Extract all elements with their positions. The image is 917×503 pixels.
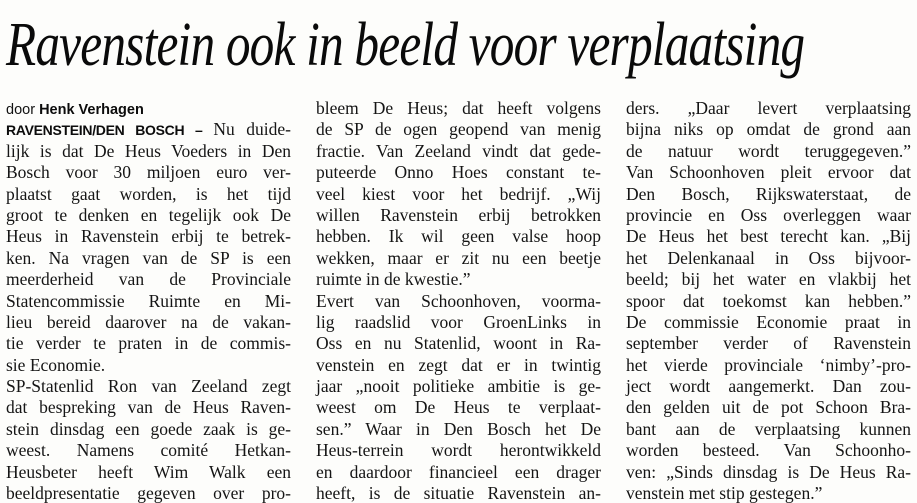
text-segment: het vierde provinciale ‘nimby’-pro-: [626, 354, 911, 375]
text-line: [316, 269, 601, 290]
text-segment: bleem De Heus; dat heeft volgens: [316, 98, 601, 118]
text-line: [6, 269, 291, 290]
text-line: [316, 397, 601, 418]
text-segment: lijk is dat De Heus Voeders in Den: [6, 140, 291, 161]
text-segment: lig raadslid voor GroenLinks in: [316, 311, 601, 332]
text-segment: ruimte in de kwestie.”: [316, 269, 471, 290]
text-line: [316, 419, 601, 440]
text-segment: sie Economie.: [6, 354, 106, 375]
text-line: [626, 376, 911, 397]
article-column-2: [316, 98, 601, 503]
text-segment: ject wordt aangemerkt. Dan zou-: [626, 376, 911, 397]
text-line: [626, 355, 911, 376]
text-line: [626, 419, 911, 440]
text-line: [6, 205, 291, 226]
text-line: [626, 483, 911, 503]
text-segment: beeld; bij het water en vlakbij het: [626, 269, 911, 290]
text-segment: groot te denken en tegelijk ook De: [6, 204, 291, 225]
text-line: [626, 205, 911, 226]
article-headline: Ravenstein ook in beeld voor verplaatsing: [6, 11, 805, 79]
text-line: [6, 184, 291, 205]
text-segment: dat bespreking van de Heus Raven-: [6, 397, 291, 418]
text-segment: De Heus het best terecht kan. „Bij: [626, 226, 911, 247]
text-line: [626, 248, 911, 269]
text-segment: Heusbeter heeft Wim Walk een: [6, 461, 291, 482]
text-line: [626, 226, 911, 247]
text-line: [626, 119, 911, 140]
text-segment: hebben. Ik wil geen valse hoop: [316, 226, 601, 247]
text-segment: SP-Statenlid Ron van Zeeland zegt: [6, 376, 291, 397]
text-segment: wekken, maar er zit nu een beetje: [316, 247, 601, 268]
article-column-1: [6, 98, 291, 503]
text-segment: venstein en zegt dat er in twintig: [316, 354, 601, 375]
text-line: [626, 184, 911, 205]
dateline: RAVENSTEIN/DEN BOSCH –: [6, 122, 214, 139]
text-line: [316, 162, 601, 183]
byline: [6, 98, 291, 119]
text-line: [626, 141, 911, 162]
text-line: [6, 248, 291, 269]
text-line: [626, 162, 911, 183]
text-segment: Heus-terrein wordt herontwikkeld: [316, 440, 601, 461]
text-segment: beeldpresentatie gegeven over pro-: [6, 483, 291, 503]
text-segment: Bosch voor 30 miljoen euro ver-: [6, 162, 291, 183]
text-segment: de natuur wordt teruggegeven.”: [626, 140, 911, 161]
text-segment: De commissie Economie praat in: [626, 311, 911, 332]
article-columns: [6, 98, 911, 503]
text-line: [6, 419, 291, 440]
text-segment: venstein met stip gestegen.”: [626, 483, 823, 503]
text-segment: Oss en nu Statenlid, woont in Ra-: [316, 333, 601, 354]
text-segment: jaar „nooit politieke ambitie is ge-: [316, 376, 601, 397]
text-line: [6, 355, 291, 376]
text-segment: fractie. Van Zeeland vindt dat gede-: [316, 140, 601, 161]
text-line: [6, 141, 291, 162]
article-column-3: [626, 98, 911, 503]
text-line: [6, 226, 291, 247]
text-segment: weest. Namens comité Hetkan-: [6, 440, 291, 461]
text-segment: provincie en Oss overleggen waar: [626, 204, 911, 225]
text-segment: en daardoor financieel een drager: [316, 461, 601, 482]
text-segment: bijna niks op omdat de grond aan: [626, 119, 911, 140]
text-segment: willen Ravenstein erbij betrokken: [316, 204, 601, 225]
text-segment: het Delenkanaal in Oss bijvoor-: [626, 247, 911, 268]
text-line: [6, 462, 291, 483]
text-segment: Den Bosch, Rijkswaterstaat, de: [626, 183, 911, 204]
text-line: [6, 483, 291, 503]
text-line: [316, 98, 601, 119]
text-line: [626, 440, 911, 461]
text-segment: ken. Na vragen van de SP is een: [6, 247, 291, 268]
text-line: [316, 355, 601, 376]
text-segment: tie verder te praten in de commis-: [6, 333, 291, 354]
text-line: [316, 440, 601, 461]
text-line: [316, 483, 601, 503]
text-segment: plaatst gaat worden, is het tijd: [6, 183, 291, 204]
dateline-line: [6, 119, 291, 140]
text-segment: den gelden uit de pot Schoon Bra-: [626, 397, 911, 418]
text-line: [626, 312, 911, 333]
text-segment: bant aan de verplaatsing kunnen: [626, 418, 911, 439]
text-line: [316, 226, 601, 247]
text-line: [316, 462, 601, 483]
text-line: [626, 98, 911, 119]
text-line: [316, 184, 601, 205]
text-line: [316, 248, 601, 269]
text-line: [626, 397, 911, 418]
text-line: [626, 333, 911, 354]
text-segment: sen.” Waar in Den Bosch het De: [316, 418, 601, 439]
text-segment: Statencommissie Ruimte en Mi-: [6, 290, 291, 311]
text-segment: worden besteed. Van Schoonho-: [626, 440, 911, 461]
text-line: [626, 291, 911, 312]
text-line: [316, 205, 601, 226]
text-segment: Heus in Ravenstein erbij te betrek-: [6, 226, 291, 247]
text-segment: Evert van Schoonhoven, voorma-: [316, 290, 601, 311]
text-line: [6, 376, 291, 397]
byline-author: Henk Verhagen: [39, 102, 144, 118]
text-segment: Van Schoonhoven pleit ervoor dat: [626, 162, 911, 183]
text-line: [316, 312, 601, 333]
text-segment: puteerde Onno Hoes constant te-: [316, 162, 601, 183]
text-line: [6, 397, 291, 418]
text-segment: de SP de ogen geopend van menig: [316, 119, 601, 140]
text-line: [6, 312, 291, 333]
text-segment: spoor dat toekomst kan hebben.”: [626, 290, 911, 311]
text-line: [6, 440, 291, 461]
text-segment: veel kiest voor het bedrijf. „Wij: [316, 183, 601, 204]
text-segment: Nu duide-: [213, 119, 291, 140]
text-line: [626, 269, 911, 290]
text-line: [316, 141, 601, 162]
text-segment: ders. „Daar levert verplaatsing: [626, 98, 911, 118]
text-line: [6, 291, 291, 312]
text-segment: september verder of Ravenstein: [626, 333, 911, 354]
text-segment: meerderheid van de Provinciale: [6, 269, 291, 290]
text-segment: ven: „Sinds dinsdag is De Heus Ra-: [626, 461, 911, 482]
text-line: [316, 333, 601, 354]
text-line: [316, 376, 601, 397]
text-line: [626, 462, 911, 483]
text-line: [6, 162, 291, 183]
text-segment: lieu bereid daarover na de vakan-: [6, 311, 291, 332]
byline-prefix: door: [6, 102, 40, 118]
text-segment: weest om De Heus te verplaat-: [316, 397, 601, 418]
text-line: [316, 291, 601, 312]
text-line: [316, 119, 601, 140]
text-line: [6, 333, 291, 354]
text-segment: stein dinsdag een goede zaak is ge-: [6, 418, 291, 439]
text-segment: heeft, is de situatie Ravenstein an-: [316, 483, 601, 503]
